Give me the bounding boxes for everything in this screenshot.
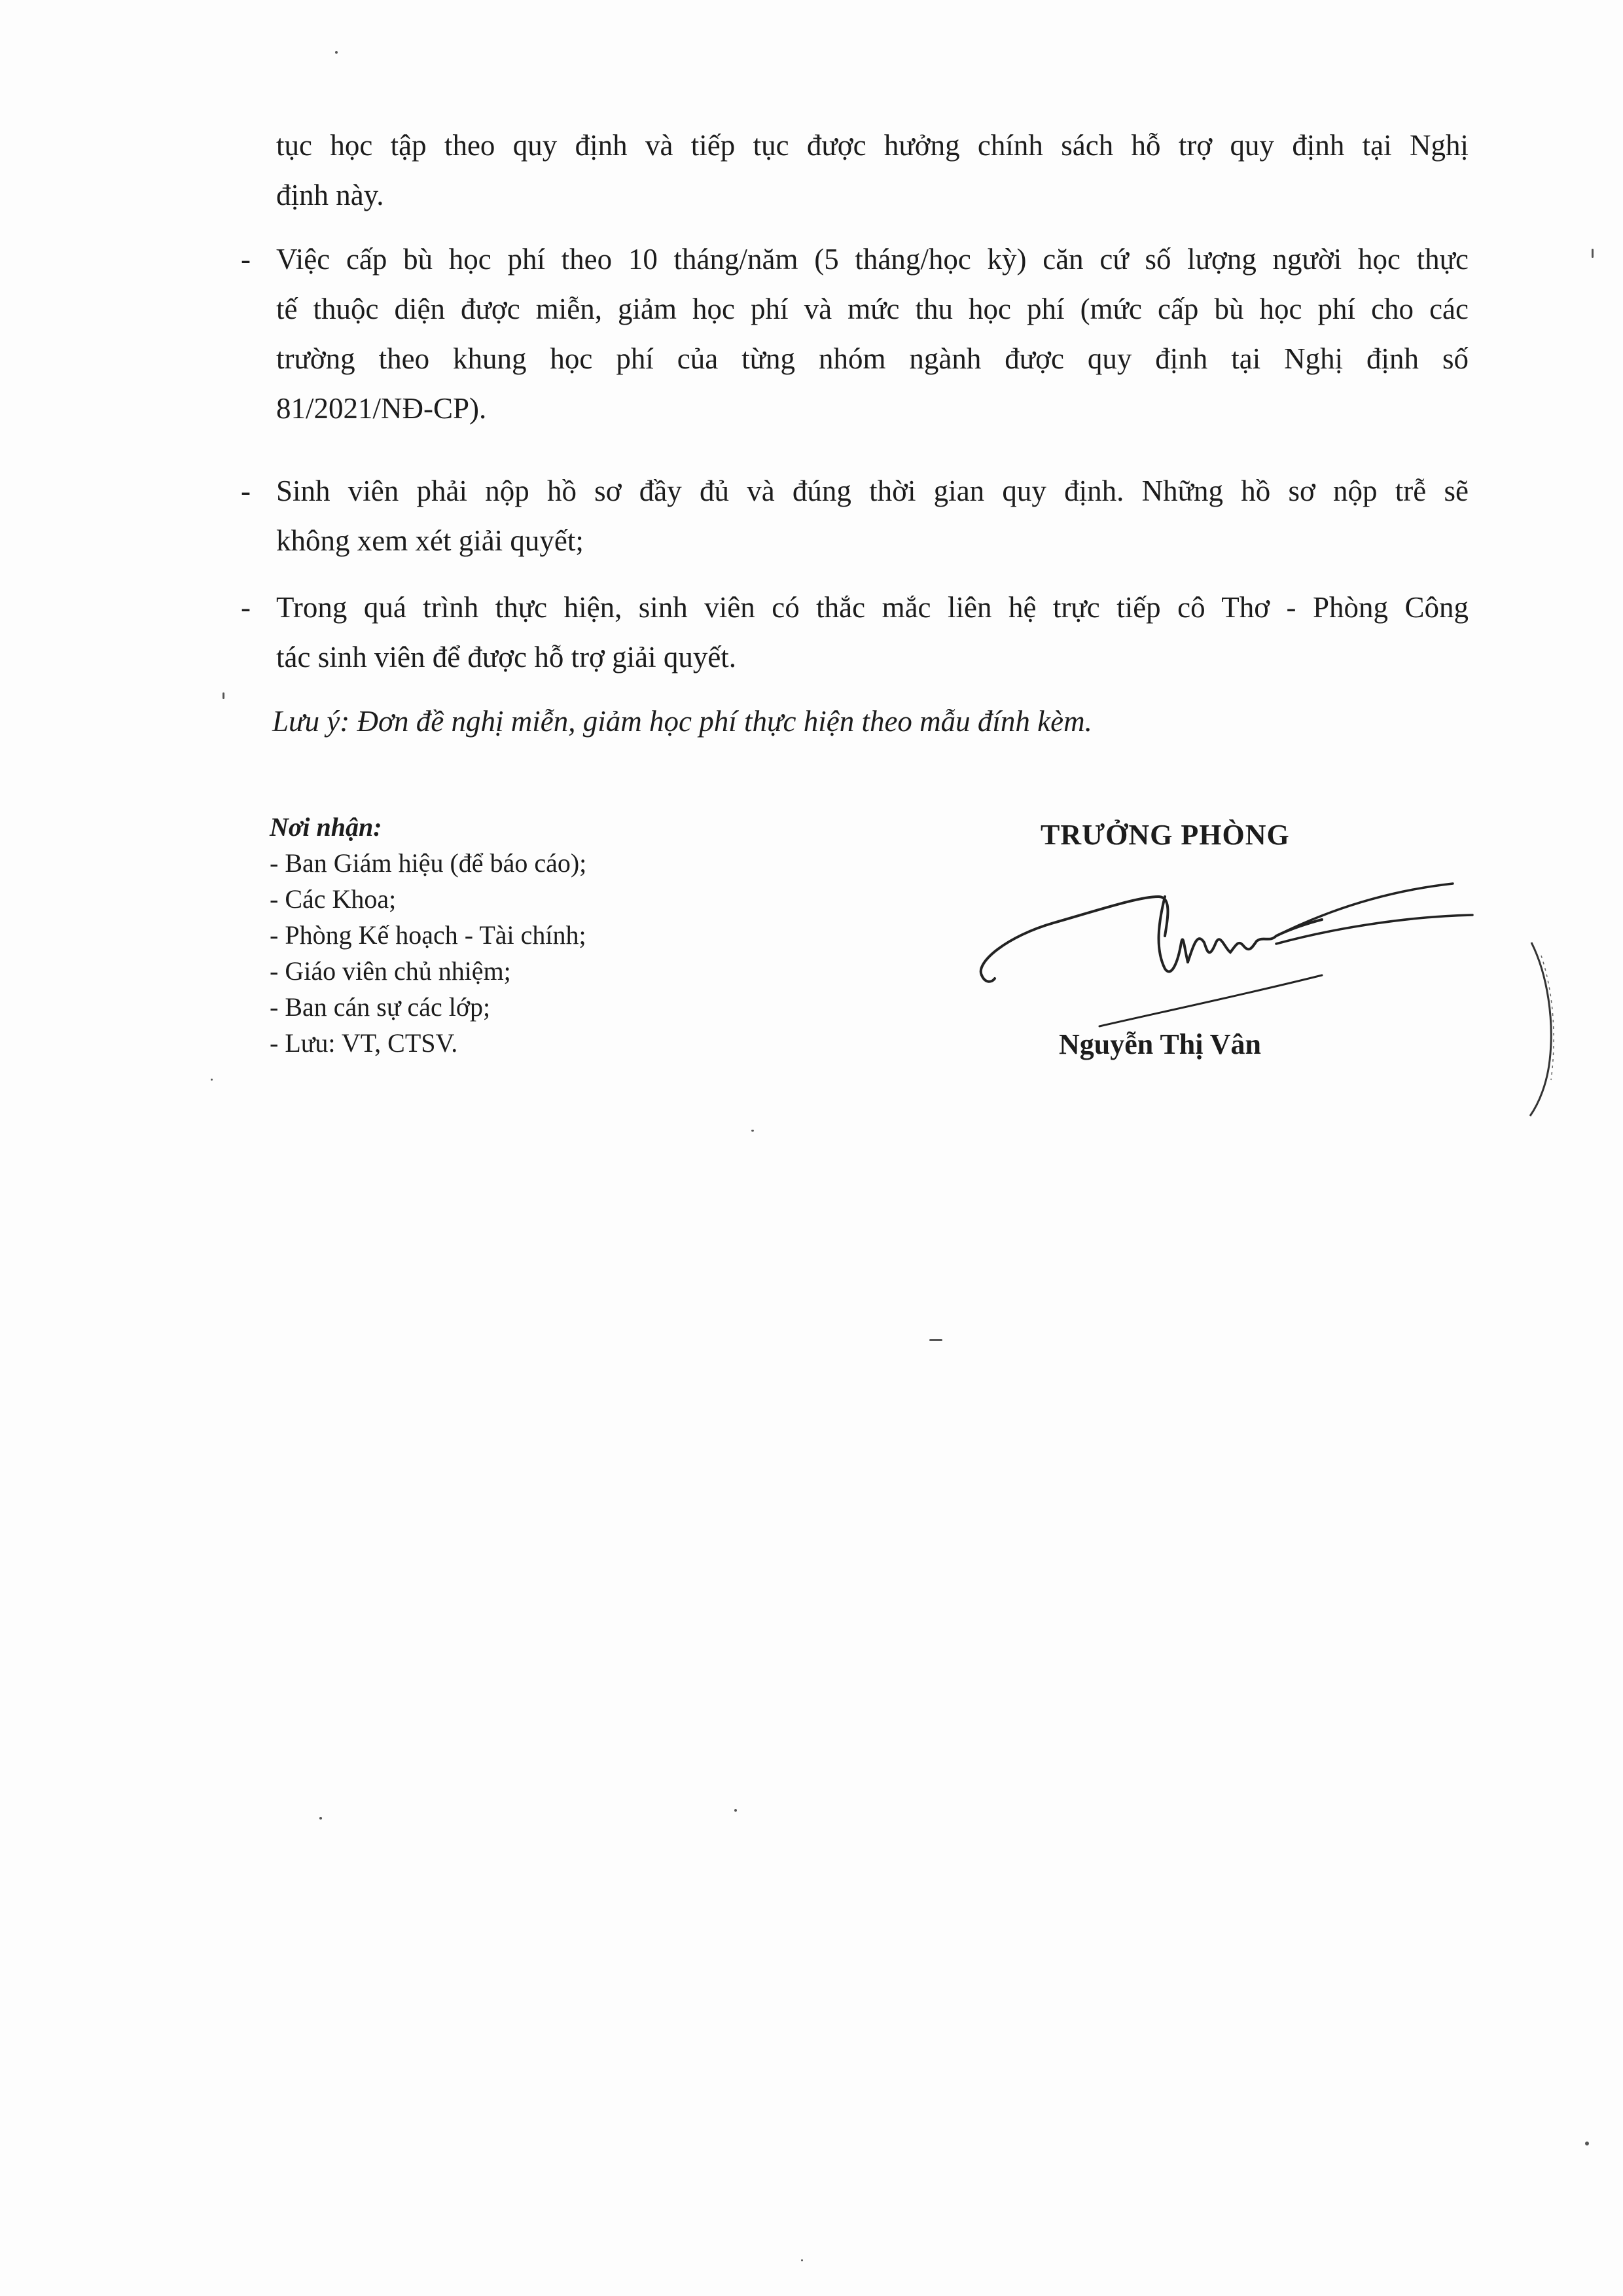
recipient-item: - Ban cán sự các lớp; bbox=[270, 992, 491, 1022]
scan-speck bbox=[801, 2259, 803, 2261]
paragraph-line: 81/2021/NĐ-CP). bbox=[276, 392, 487, 425]
scan-speck bbox=[319, 1817, 322, 1820]
recipients-heading: Nơi nhận: bbox=[270, 812, 382, 842]
recipient-item: - Giáo viên chủ nhiệm; bbox=[270, 956, 511, 986]
paragraph-line: tác sinh viên để được hỗ trợ giải quyết. bbox=[276, 641, 737, 673]
paragraph-line: tế thuộc diện được miễn, giảm học phí và mức thu học phí (mức cấp bù học phí cho các bbox=[276, 293, 1469, 325]
bullet-dash: - bbox=[241, 591, 251, 624]
scan-speck bbox=[929, 1339, 942, 1341]
paragraph-1 bbox=[276, 120, 1469, 220]
scan-speck bbox=[211, 1079, 213, 1081]
bullet-dash: - bbox=[241, 243, 251, 276]
scan-speck bbox=[734, 1809, 737, 1812]
recipient-item: - Các Khoa; bbox=[270, 884, 397, 914]
paragraph-line: trường theo khung học phí của từng nhóm ngành được quy định tại Nghị định số bbox=[276, 342, 1469, 375]
paragraph-4 bbox=[276, 583, 1469, 682]
paragraph-line: Trong quá trình thực hiện, sinh viên có thắc mắc liên hệ trực tiếp cô Thơ - Phòng Công bbox=[276, 591, 1469, 624]
paragraph-line: không xem xét giải quyết; bbox=[276, 524, 584, 557]
signer-name: Nguyễn Thị Vân bbox=[1059, 1028, 1261, 1060]
paragraph-line: tục học tập theo quy định và tiếp tục được hưởng chính sách hỗ trợ quy định tại Nghị bbox=[276, 129, 1469, 162]
scan-speck bbox=[223, 692, 224, 699]
paragraph-2 bbox=[276, 234, 1469, 433]
scan-speck bbox=[751, 1130, 754, 1132]
scan-speck bbox=[1585, 2142, 1589, 2145]
scan-speck bbox=[1592, 249, 1594, 258]
note-text: Lưu ý: Đơn đề nghị miễn, giảm học phí thực hiện theo mẫu đính kèm. bbox=[272, 705, 1092, 738]
paragraph-3 bbox=[276, 466, 1469, 565]
paragraph-line: Việc cấp bù học phí theo 10 tháng/năm (5 tháng/học kỳ) căn cứ số lượng người học thực bbox=[276, 243, 1469, 276]
signature-title: TRƯỞNG PHÒNG bbox=[1041, 819, 1290, 851]
paragraph-line: định này. bbox=[276, 179, 384, 211]
recipient-item: - Ban Giám hiệu (để báo cáo); bbox=[270, 848, 587, 878]
handwritten-signature bbox=[969, 870, 1492, 1041]
scan-edge-mark bbox=[1525, 936, 1577, 1119]
recipients-block bbox=[270, 809, 586, 1061]
paragraph-line: Sinh viên phải nộp hồ sơ đầy đủ và đúng thời gian quy định. Những hồ sơ nộp trễ sẽ bbox=[276, 475, 1469, 507]
recipient-item: - Lưu: VT, CTSV. bbox=[270, 1028, 458, 1058]
recipient-item: - Phòng Kế hoạch - Tài chính; bbox=[270, 920, 586, 950]
bullet-dash: - bbox=[241, 475, 251, 507]
scan-speck bbox=[335, 51, 338, 54]
